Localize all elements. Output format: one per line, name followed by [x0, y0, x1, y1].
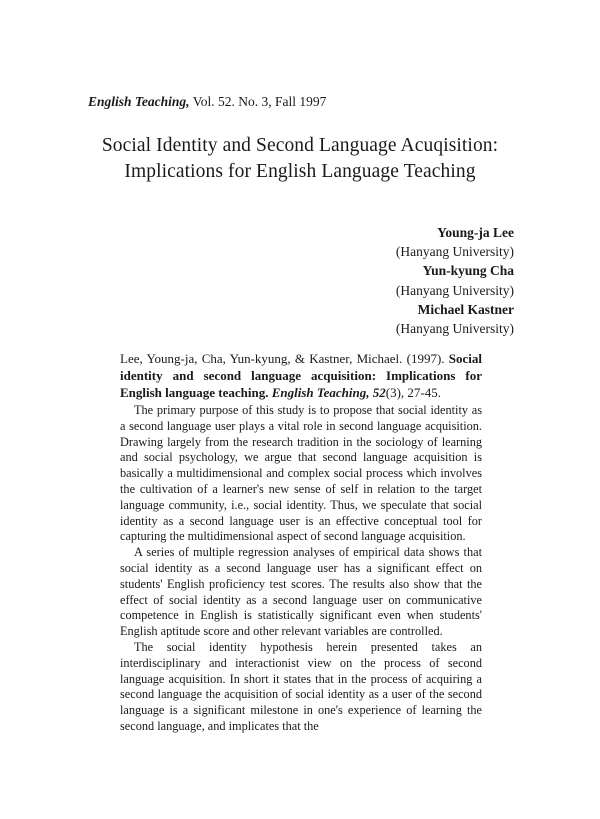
author-name: Young-ja Lee [437, 225, 514, 240]
abstract-paragraph: The primary purpose of this study is to propose that social identity as a second language user plays a vital role in second language acquisition. Drawing largely from the research tradition in the sociology of learning and social psychology, we argue that second language acquisition is basically a multidimensional and complex social process which involves the cultivation of a learner's new sense of self in relation to the target language community, i.e., social identity. Thus, we speculate that social identity as a second language user is an effective conceptual tool for capturing the multidimensional aspect of second language acquisition. [120, 403, 482, 544]
abstract-paragraph: A series of multiple regression analyses of empirical data shows that social identity as a second language user has a significant effect on students' English proficiency test scores. The results also show that the effect of social identity as a second language user on communicative competence in English is statistically significant even when students' English aptitude score and other relevant variables are controlled. [120, 545, 482, 639]
citation [120, 350, 482, 402]
title-line-2: Implications for English Language Teaching [124, 161, 476, 182]
author-name: Yun-kyung Cha [422, 263, 514, 279]
citation-authors-year: Lee, Young-ja, Cha, Yun-kyung, & Kastner, Michael. (1997). [120, 351, 445, 366]
abstract [120, 403, 482, 735]
paper-title [0, 133, 600, 185]
citation-issue-pages: (3), 27-45. [385, 385, 441, 401]
author-name: Michael Kastner [417, 301, 514, 317]
citation-journal: English Teaching, 52 [271, 385, 386, 401]
author-block [396, 223, 514, 338]
journal-name: English Teaching, [88, 94, 190, 109]
title-line-1: Social Identity and Second Language Acuqisition: [101, 135, 499, 156]
author-affiliation: (Hanyang University) [395, 321, 514, 337]
citation-title: Social identity and second language acquisition: Implications for English language teaching. [120, 351, 482, 401]
journal-header [88, 94, 326, 110]
volume-info: Vol. 52. No. 3, Fall 1997 [192, 94, 327, 109]
author-affiliation: (Hanyang University) [395, 282, 514, 298]
author-affiliation: (Hanyang University) [395, 244, 514, 260]
abstract-paragraph: The social identity hypothesis herein presented takes an interdisciplinary and interactionist view on the process of second language acquisition. In short it states that in the process of acquiring a second language the acquisition of social identity as a user of the second language is a significant milestone in one's experience of learning the second language, and implicates that the [120, 639, 482, 733]
